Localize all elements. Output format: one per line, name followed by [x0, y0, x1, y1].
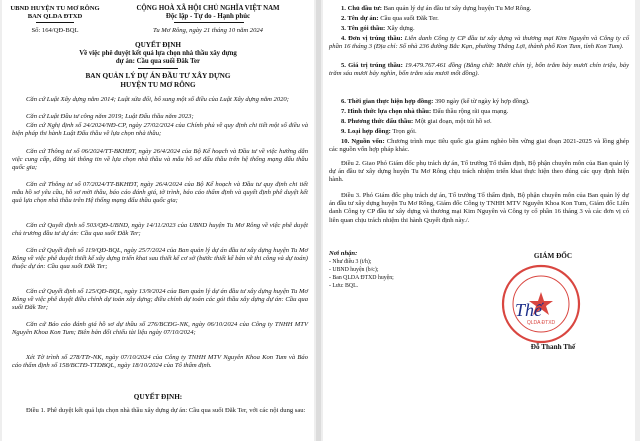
- unit-name: BAN QLDA ĐTXD: [27, 13, 83, 20]
- item-bidding-mode: 8. Phương thức đấu thầu: Một giai đoạn, một túi hồ sơ.: [341, 118, 492, 125]
- item-contract-type: 9. Loại hợp đồng: Trọn gói.: [341, 128, 417, 135]
- item-project: 2. Tên dự án: Cầu qua suối Đăk Ter.: [341, 15, 439, 22]
- document-page-1: [2, 0, 314, 441]
- basis-2: Căn cứ Luật Đầu tư công năm 2019; Luật Đấu thầu năm 2023;: [26, 113, 194, 120]
- basis-1: Căn cứ Luật Xây dựng năm 2014; Luật sửa đổi, bổ sung một số điều của Luật Xây dựng năm 2020;: [26, 96, 289, 103]
- recipient-2: - UBND huyện (b/c);: [329, 267, 379, 273]
- document-page-2: [323, 0, 635, 441]
- item-price: 5. Giá trị trúng thầu: 19.479.767.461 đồng (Bằng chữ: Mười chín tỷ, bốn trăm bảy mươi chín triệu, bảy trăm sáu mươi bảy nghìn, bốn trăm sáu mươi mốt đồng).: [329, 62, 630, 78]
- basis-3: Căn cứ Nghị định số 24/2024/NĐ-CP, ngày 27/02/2024 của Chính phủ về quy định chi tiết một số điều và biện pháp thi hành Luật Đấu thầu về lựa chọn nhà thầu;: [12, 122, 308, 137]
- agency-name: UBND HUYỆN TU MƠ RÔNG: [10, 5, 100, 12]
- basis-6: Căn cứ Quyết định số 503/QĐ-UBND, ngày 14/11/2023 của UBND huyện Tu Mơ Rông về việc phê duyệt chủ trương đầu tư dự án: Cầu qua suối Đăk Ter;: [12, 222, 308, 237]
- item-funding: 10. Nguồn vốn: Chương trình mục tiêu quốc gia giảm nghèo bền vững giai đoạn 2021-2025 và lồng ghép các nguồn vốn hợp pháp khác.: [329, 138, 629, 154]
- recipient-3: - Ban QLDA ĐTXD huyện;: [329, 275, 394, 281]
- basis-4: Căn cứ Thông tư số 06/2024/TT-BKHĐT, ngày 26/4/2024 của Bộ Kế hoạch và Đầu tư về việc hướng dẫn việc cung cấp, đăng tải thông tin về lựa chọn nhà thầu và mẫu hồ sơ đấu thầu trên hệ thống mạng đấu thầu quốc gia;: [12, 148, 308, 171]
- subject-rule: [138, 68, 178, 69]
- issuer-line-1: BAN QUẢN LÝ DỰ ÁN ĐẦU TƯ XÂY DỰNG: [85, 72, 231, 80]
- doc-type: QUYẾT ĐỊNH: [135, 41, 181, 49]
- header-rule-left: [36, 22, 74, 23]
- decide-heading: QUYẾT ĐỊNH:: [133, 393, 183, 401]
- basis-9: Căn cứ Báo cáo đánh giá hồ sơ dự thầu số 276/BCĐG-NK, ngày 06/10/2024 của Công ty TNHH MTV Nguyên Khoa Kon Tum; Biên bản đối chiếu tài liệu ngày 07/10/2024;: [12, 321, 308, 336]
- recipient-1: - Như điều 3 (t/h);: [329, 259, 372, 265]
- subject-line-1: Về việc phê duyệt kết quả lựa chọn nhà thầu xây dựng: [79, 50, 237, 57]
- svg-text:QLDA ĐTXD: QLDA ĐTXD: [526, 320, 556, 326]
- article-2: Điều 2. Giao Phó Giám đốc phụ trách dự án, Tổ trưởng Tổ thẩm định, Bộ phận chuyên môn của Ban quản lý dự án đầu tư xây dựng huyện Tu Mơ Rông chịu trách nhiệm triển khai thực hiện theo đúng các quy định hiện hành.: [329, 160, 629, 184]
- signature: Thế: [515, 300, 542, 320]
- item-duration: 6. Thời gian thực hiện hợp đồng: 390 ngày (kể từ ngày ký hợp đồng).: [341, 98, 530, 105]
- article-3: Điều 3. Phó Giám đốc phụ trách dự án, Tổ trưởng Tổ thẩm định, Bộ phận chuyên môn của Ban quản lý dự án đầu tư xây dựng huyện Tu Mơ Rông, Giám đốc Công ty TNHH MTV Nguyên Khoa Kon Tum, Giám đốc Liên danh Công ty CP đầu tư xây dựng và thương mại Kim Nguyên và Công ty cổ phần 16 tháng 3 và các đơn vị có liên quan chịu trách nhiệm thi hành Quyết định này./.: [329, 192, 629, 224]
- item-owner: 1. Chủ đầu tư: Ban quản lý dự án đầu tư xây dựng huyện Tu Mơ Rông.: [341, 5, 532, 12]
- basis-5: Căn cứ Thông tư số 07/2024/TT-BKHĐT, ngày 26/4/2024 của Bộ Kế hoạch và Đầu tư quy định chi tiết mẫu hồ sơ yêu cầu, hồ sơ mời thầu, báo cáo đánh giá, tờ trình, báo cáo thẩm định và quyết định phê duyệt kết quả lựa chọn nhà thầu trên Hệ thống mạng đấu thầu quốc gia;: [12, 181, 308, 204]
- place-date: Tu Mơ Rông, ngày 21 tháng 10 năm 2024: [153, 27, 263, 34]
- signer-name: Đỗ Thanh Thế: [530, 343, 576, 351]
- recipients-label: Nơi nhận:: [329, 250, 358, 257]
- recipient-4: - Lưu: BQL.: [329, 283, 359, 289]
- national-title: CỘNG HOÀ XÃ HỘI CHỦ NGHĨA VIỆT NAM: [136, 5, 280, 12]
- article-1: Điều 1. Phê duyệt kết quả lựa chọn nhà thầu xây dựng dự án: Cầu qua suối Đăk Ter, với các nội dung sau:: [26, 407, 306, 414]
- basis-8: Căn cứ Quyết định số 125/QĐ-BQL, ngày 13/9/2024 của Ban quản lý dự án đầu tư xây dựng huyện Tu Mơ Rông về việc phê duyệt điều chỉnh dự toán xây dựng; điều chỉnh dự toán các gói thầu xây dựng dự án: Cầu qua suối Đăk Ter;: [12, 288, 308, 311]
- item-method: 7. Hình thức lựa chọn nhà thầu: Đấu thầu rộng rãi qua mạng.: [341, 108, 509, 115]
- doc-number: Số: 164/QĐ-BQL: [31, 27, 79, 34]
- basis-10: Xét Tờ trình số 278/TTr-NK, ngày 07/10/2024 của Công ty TNHH MTV Nguyên Khoa Kon Tum và Báo cáo thẩm định số 158/BCTĐ-TTDBQL, ngày 18/10/2024 của Tổ thẩm định.: [12, 354, 308, 369]
- page-gutter: [316, 0, 321, 441]
- subject-line-2: dự án: Cầu qua suối Đăk Ter: [115, 58, 201, 65]
- header-rule-right: [174, 22, 244, 23]
- signer-title: GIÁM ĐỐC: [533, 252, 573, 260]
- item-package: 3. Tên gói thầu: Xây dựng.: [341, 25, 415, 32]
- national-motto: Độc lập - Tự do - Hạnh phúc: [165, 13, 251, 20]
- basis-7: Căn cứ Quyết định số 119/QĐ-BQL, ngày 25/7/2024 của Ban quản lý dự án đầu tư xây dựng huyện Tu Mơ Rông về việc phê duyệt thiết kế xây dựng triển khai sau thiết kế cơ sở (bước thiết kế bản vẽ thi công và dự toán) thuộc dự án: Cầu qua suối Đăk Ter;: [12, 247, 308, 270]
- item-winner: 4. Đơn vị trúng thầu: Liên danh Công ty CP đầu tư xây dựng và thương mại Kim Nguyên và Công ty cổ phần 16 tháng 3 (Địa chỉ: Số nhà 236 đường Bắc Kạn, phường Thắng Lợi, thành phố Kon Tum, tỉnh Kon Tum).: [329, 35, 629, 51]
- issuer-line-2: HUYỆN TU MƠ RÔNG: [120, 81, 196, 89]
